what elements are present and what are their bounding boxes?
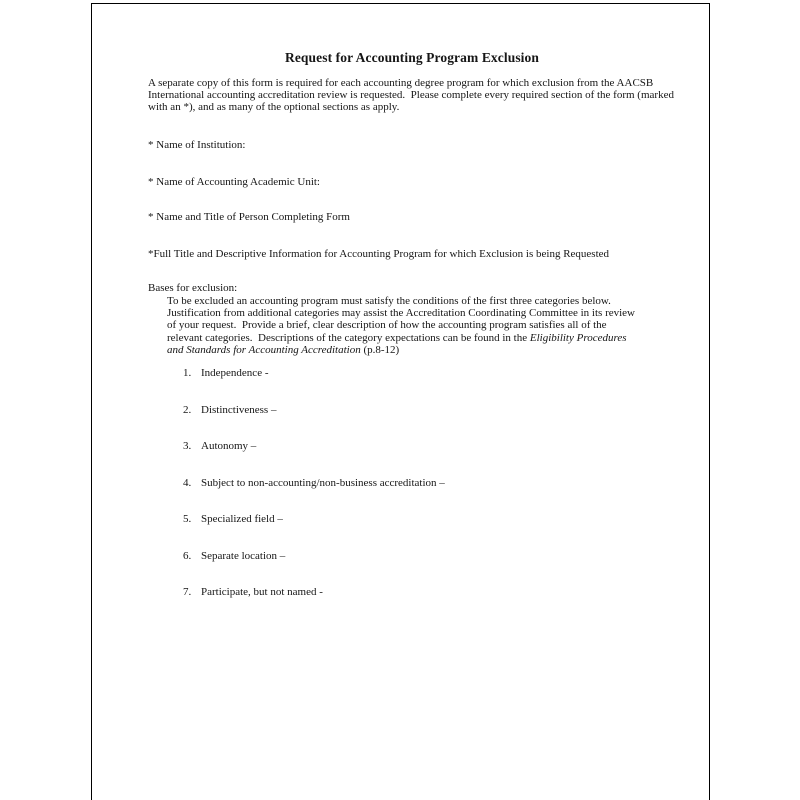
list-item-number: 7. [183,586,192,599]
bases-text-after: (p.8-12) [360,343,400,356]
list-item-label: Independence - [201,367,269,380]
list-item-number: 6. [183,549,192,562]
exclusion-categories-list [148,367,678,598]
list-item-label: Specialized field – [201,513,283,526]
list-item-label: Subject to non-accounting/non-business accreditation – [201,476,445,489]
field-label-person-completing: * Name and Title of Person Completing Form [148,211,350,224]
list-item-label: Participate, but not named - [201,586,323,599]
page-title: Request for Accounting Program Exclusion [284,50,539,65]
bases-text-before: To be excluded an accounting program must satisfy the conditions of the first three categories below. Justification from additional categories may assist the Accreditation Coordinating Committee in its review of your request. Provide a brief, clear description of how the accounting program satisfies all of the relevant categories. Descriptions of the category expectations can be found in the [167,294,638,344]
list-item-number: 3. [183,440,192,453]
list-item [183,550,678,562]
list-item [183,440,678,452]
field-label-program-title: *Full Title and Descriptive Information for Accounting Program for which Exclusion is being Requested [148,248,610,261]
document-page [91,3,710,800]
bases-heading: Bases for exclusion: [148,282,238,295]
list-item [183,404,678,416]
list-item-label: Separate location – [201,549,286,562]
bases-text-italic: Eligibility Procedures and Standards for Accounting Accreditation [167,331,630,356]
list-item [183,477,678,489]
list-item-number: 1. [183,367,192,380]
list-item-label: Distinctiveness – [201,403,277,416]
page-content [148,50,678,623]
bases-section [148,282,678,356]
list-item [183,586,678,598]
list-item [183,367,678,379]
field-label-institution: * Name of Institution: [148,138,246,151]
list-item-number: 2. [183,403,192,416]
list-item-label: Autonomy – [201,440,257,453]
list-item-number: 5. [183,513,192,526]
list-item-number: 4. [183,476,192,489]
bases-paragraph [167,295,639,356]
intro-paragraph: A separate copy of this form is required for each accounting degree program for which exclusion from the AACSB International accounting accreditation review is requested. Please complete every required section of the form (marked with an *), and as many of the optional sections as apply. [148,77,677,114]
field-label-academic-unit: * Name of Accounting Academic Unit: [148,175,320,188]
list-item [183,513,678,525]
